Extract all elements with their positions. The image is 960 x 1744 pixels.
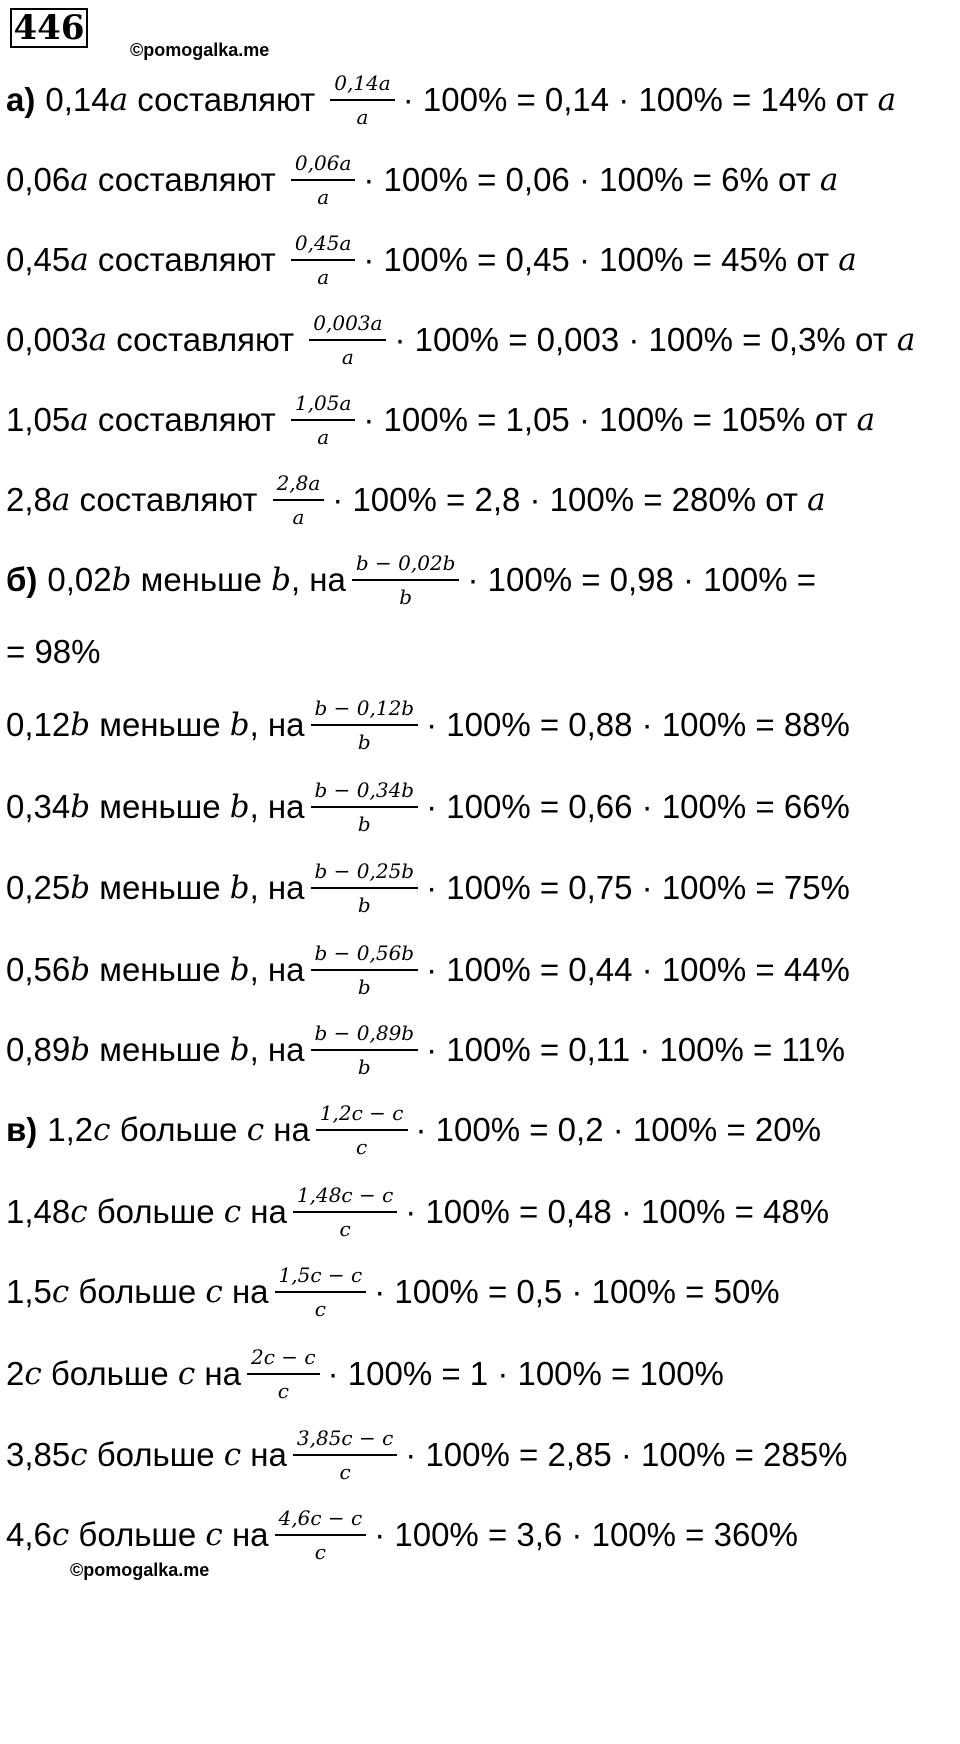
result-text: · 100% = 0,003 · 100% = 0,3% от bbox=[394, 321, 888, 358]
coefficient: 2 bbox=[6, 1355, 25, 1392]
connector: , на bbox=[249, 706, 305, 743]
fraction bbox=[291, 151, 355, 209]
fraction-numerator: 0,45a bbox=[294, 231, 352, 255]
word: больше bbox=[41, 1355, 178, 1392]
fraction bbox=[273, 471, 325, 529]
connector: на bbox=[222, 1516, 269, 1553]
coefficient: 4,6 bbox=[6, 1516, 52, 1553]
compare-variable: b bbox=[229, 870, 250, 906]
fraction bbox=[291, 231, 355, 289]
result-text: · 100% = 0,98 · 100% = bbox=[467, 561, 817, 598]
result-text: · 100% = 2,85 · 100% = 285% bbox=[405, 1436, 848, 1473]
variable: b bbox=[70, 789, 91, 825]
fraction bbox=[293, 1183, 397, 1241]
result-text: · 100% = 0,2 · 100% = 20% bbox=[415, 1111, 821, 1148]
fraction-numerator: b − 0,25b bbox=[314, 859, 415, 883]
solution-line bbox=[6, 540, 960, 620]
word: составляют bbox=[88, 161, 285, 198]
word: меньше bbox=[90, 788, 230, 825]
variable: b bbox=[70, 1032, 91, 1068]
fraction-bar bbox=[311, 724, 419, 726]
fraction-numerator: 1,05a bbox=[294, 391, 352, 415]
solution-line bbox=[6, 1010, 960, 1090]
variable: b bbox=[70, 870, 91, 906]
solution-line bbox=[6, 1252, 960, 1332]
connector: , на bbox=[249, 951, 305, 988]
fraction bbox=[293, 1426, 397, 1484]
fraction-numerator: 1,5c − c bbox=[278, 1263, 363, 1287]
result-text: · 100% = 0,88 · 100% = 88% bbox=[426, 706, 850, 743]
word: меньше bbox=[131, 561, 272, 598]
solution-line bbox=[6, 220, 960, 300]
fraction-bar bbox=[311, 806, 419, 808]
coefficient: 1,2 bbox=[47, 1111, 94, 1148]
solution-line bbox=[6, 140, 960, 220]
connector: на bbox=[264, 1111, 310, 1148]
result-text: · 100% = 1,05 · 100% = 105% от bbox=[363, 401, 848, 438]
compare-variable: b bbox=[271, 562, 291, 598]
page-header bbox=[0, 0, 960, 60]
fraction-bar bbox=[291, 259, 355, 261]
fraction-bar bbox=[275, 1534, 367, 1536]
tail-variable: a bbox=[877, 82, 897, 118]
word: больше bbox=[110, 1111, 247, 1148]
solution-line bbox=[6, 1090, 960, 1170]
fraction-bar bbox=[247, 1373, 320, 1375]
coefficient: 0,003 bbox=[6, 321, 89, 358]
fraction-bar bbox=[352, 579, 460, 581]
fraction-denominator: c bbox=[277, 1379, 289, 1403]
result-text: · 100% = 0,48 · 100% = 48% bbox=[405, 1193, 830, 1230]
fraction-denominator: c bbox=[314, 1297, 326, 1321]
word: меньше bbox=[90, 706, 230, 743]
result-text: · 100% = 0,75 · 100% = 75% bbox=[426, 869, 850, 906]
fraction-denominator: a bbox=[317, 425, 330, 449]
fraction-bar bbox=[291, 419, 355, 421]
fraction-bar bbox=[311, 969, 419, 971]
solution-line bbox=[6, 848, 960, 928]
fraction-numerator: 0,14a bbox=[334, 71, 391, 95]
compare-variable: c bbox=[205, 1274, 223, 1310]
line-text: = 98% bbox=[6, 633, 101, 670]
compare-variable: c bbox=[223, 1437, 242, 1473]
solution-line bbox=[6, 767, 960, 847]
coefficient: 0,56 bbox=[6, 951, 71, 988]
variable: c bbox=[93, 1112, 111, 1148]
solution-line bbox=[6, 380, 960, 460]
solution-line bbox=[6, 685, 960, 765]
compare-variable: c bbox=[177, 1356, 196, 1392]
connector: , на bbox=[290, 561, 346, 598]
result-text: · 100% = 0,5 · 100% = 50% bbox=[374, 1273, 780, 1310]
fraction-bar bbox=[311, 1049, 419, 1051]
compare-variable: b bbox=[229, 789, 250, 825]
result-text: · 100% = 0,66 · 100% = 66% bbox=[426, 788, 850, 825]
coefficient: 0,12 bbox=[6, 706, 71, 743]
fraction-bar bbox=[293, 1211, 397, 1213]
fraction-numerator: 2c − c bbox=[251, 1345, 316, 1369]
word: составляют bbox=[88, 241, 285, 278]
word: больше bbox=[87, 1193, 224, 1230]
word: меньше bbox=[90, 869, 230, 906]
fraction-denominator: c bbox=[339, 1460, 351, 1484]
watermark-top: ©pomogalka.me bbox=[130, 40, 270, 60]
fraction-denominator: c bbox=[314, 1540, 326, 1564]
fraction bbox=[247, 1345, 320, 1403]
coefficient: 1,48 bbox=[6, 1193, 71, 1230]
fraction-numerator: 3,85c − c bbox=[296, 1426, 394, 1450]
solution-line bbox=[6, 612, 960, 692]
fraction bbox=[275, 1506, 367, 1564]
tail-variable: a bbox=[838, 242, 857, 278]
fraction-denominator: a bbox=[292, 505, 305, 529]
fraction-bar bbox=[273, 499, 325, 501]
compare-variable: c bbox=[223, 1194, 242, 1230]
fraction-bar bbox=[291, 179, 355, 181]
word: больше bbox=[69, 1273, 206, 1310]
variable: a bbox=[70, 162, 89, 198]
fraction-denominator: c bbox=[356, 1135, 368, 1159]
fraction-denominator: a bbox=[317, 185, 330, 209]
fraction-denominator: b bbox=[357, 812, 371, 836]
variable: a bbox=[70, 242, 89, 278]
result-text: · 100% = 0,44 · 100% = 44% bbox=[426, 951, 850, 988]
variable: c bbox=[70, 1437, 88, 1473]
fraction-numerator: 1,48c − c bbox=[296, 1183, 394, 1207]
coefficient: 0,25 bbox=[6, 869, 71, 906]
word: больше bbox=[69, 1516, 206, 1553]
fraction bbox=[275, 1263, 367, 1321]
space bbox=[847, 401, 856, 439]
part-label: а) bbox=[6, 81, 36, 118]
solution-line bbox=[6, 1495, 960, 1575]
fraction bbox=[330, 71, 394, 129]
fraction-numerator: 1,2c − c bbox=[319, 1101, 404, 1125]
fraction-denominator: b bbox=[399, 585, 413, 609]
watermark-middle: ©pomogalka.me bbox=[70, 1560, 210, 1580]
fraction-denominator: a bbox=[317, 265, 330, 289]
coefficient: 0,34 bbox=[6, 788, 71, 825]
compare-variable: b bbox=[229, 952, 250, 988]
coefficient: 3,85 bbox=[6, 1436, 71, 1473]
fraction-denominator: c bbox=[339, 1217, 351, 1241]
fraction bbox=[309, 311, 386, 369]
space bbox=[888, 321, 897, 359]
variable: a bbox=[109, 82, 129, 118]
fraction-bar bbox=[316, 1129, 408, 1131]
space bbox=[829, 241, 838, 279]
result-text: · 100% = 0,45 · 100% = 45% от bbox=[363, 241, 830, 278]
fraction-numerator: b − 0,34b bbox=[314, 778, 415, 802]
space bbox=[798, 481, 807, 519]
fraction-denominator: b bbox=[357, 730, 371, 754]
fraction bbox=[311, 778, 419, 836]
fraction bbox=[311, 1021, 419, 1079]
compare-variable: c bbox=[205, 1517, 223, 1553]
fraction-numerator: 0,06a bbox=[294, 151, 352, 175]
fraction-denominator: a bbox=[356, 105, 369, 129]
variable: c bbox=[70, 1194, 88, 1230]
coefficient: 1,5 bbox=[6, 1273, 52, 1310]
coefficient: 2,8 bbox=[6, 481, 52, 518]
coefficient: 0,14 bbox=[45, 81, 110, 118]
tail-variable: a bbox=[807, 482, 826, 518]
connector: , на bbox=[249, 869, 305, 906]
variable: a bbox=[51, 482, 71, 518]
connector: на bbox=[195, 1355, 242, 1392]
part-label: б) bbox=[6, 561, 38, 598]
result-text: · 100% = 0,06 · 100% = 6% от bbox=[363, 161, 811, 198]
word: меньше bbox=[90, 951, 230, 988]
variable: c bbox=[51, 1517, 70, 1553]
variable: b bbox=[111, 562, 132, 598]
word: больше bbox=[87, 1436, 224, 1473]
fraction-numerator: b − 0,12b bbox=[314, 696, 415, 720]
fraction-bar bbox=[309, 339, 386, 341]
word: составляют bbox=[70, 481, 267, 518]
coefficient: 0,02 bbox=[47, 561, 112, 598]
tail-variable: a bbox=[819, 162, 839, 198]
word: составляют bbox=[88, 401, 285, 438]
variable: a bbox=[88, 322, 108, 358]
fraction bbox=[311, 941, 419, 999]
compare-variable: c bbox=[246, 1112, 265, 1148]
variable: a bbox=[70, 402, 89, 438]
coefficient: 1,05 bbox=[6, 401, 71, 438]
fraction-numerator: b − 0,89b bbox=[314, 1021, 415, 1045]
fraction-denominator: b bbox=[357, 975, 371, 999]
result-text: · 100% = 0,14 · 100% = 14% от bbox=[402, 81, 869, 118]
connector: на bbox=[222, 1273, 269, 1310]
solution-line bbox=[6, 300, 960, 380]
fraction-bar bbox=[293, 1454, 397, 1456]
connector: на bbox=[241, 1193, 287, 1230]
solution-line bbox=[6, 460, 960, 540]
result-text: · 100% = 0,11 · 100% = 11% bbox=[426, 1031, 845, 1068]
result-text: · 100% = 1 · 100% = 100% bbox=[327, 1355, 724, 1392]
connector: , на bbox=[249, 788, 305, 825]
variable: c bbox=[51, 1274, 70, 1310]
coefficient: 0,06 bbox=[6, 161, 71, 198]
solution-line bbox=[6, 930, 960, 1010]
compare-variable: b bbox=[229, 707, 250, 743]
solution-line bbox=[6, 60, 960, 140]
fraction-bar bbox=[275, 1291, 367, 1293]
connector: , на bbox=[249, 1031, 305, 1068]
tail-variable: a bbox=[856, 402, 876, 438]
solution-line bbox=[6, 1172, 960, 1252]
connector: на bbox=[241, 1436, 287, 1473]
fraction-bar bbox=[311, 887, 419, 889]
tail-variable: a bbox=[896, 322, 916, 358]
fraction-numerator: 0,003a bbox=[313, 311, 383, 335]
space bbox=[811, 161, 820, 199]
result-text: · 100% = 3,6 · 100% = 360% bbox=[374, 1516, 798, 1553]
fraction bbox=[311, 859, 419, 917]
fraction bbox=[352, 551, 460, 609]
task-number: 446 bbox=[10, 8, 88, 48]
coefficient: 0,45 bbox=[6, 241, 71, 278]
variable: c bbox=[24, 1356, 42, 1392]
variable: b bbox=[70, 707, 91, 743]
fraction-denominator: a bbox=[341, 345, 354, 369]
word: меньше bbox=[90, 1031, 230, 1068]
space bbox=[868, 81, 877, 119]
fraction-denominator: b bbox=[357, 1055, 371, 1079]
solution-line bbox=[6, 1334, 960, 1414]
fraction-numerator: b − 0,56b bbox=[314, 941, 415, 965]
coefficient: 0,89 bbox=[6, 1031, 71, 1068]
fraction-denominator: b bbox=[357, 893, 371, 917]
variable: b bbox=[70, 952, 91, 988]
fraction bbox=[311, 696, 419, 754]
fraction-numerator: 2,8a bbox=[276, 471, 321, 495]
fraction-numerator: b − 0,02b bbox=[355, 551, 456, 575]
fraction bbox=[291, 391, 355, 449]
part-label: в) bbox=[6, 1111, 38, 1148]
fraction bbox=[316, 1101, 408, 1159]
fraction-bar bbox=[330, 99, 394, 101]
word: составляют bbox=[107, 321, 304, 358]
result-text: · 100% = 2,8 · 100% = 280% от bbox=[332, 481, 798, 518]
solution-line bbox=[6, 1415, 960, 1495]
word: составляют bbox=[128, 81, 325, 118]
fraction-numerator: 4,6c − c bbox=[278, 1506, 363, 1530]
compare-variable: b bbox=[229, 1032, 250, 1068]
